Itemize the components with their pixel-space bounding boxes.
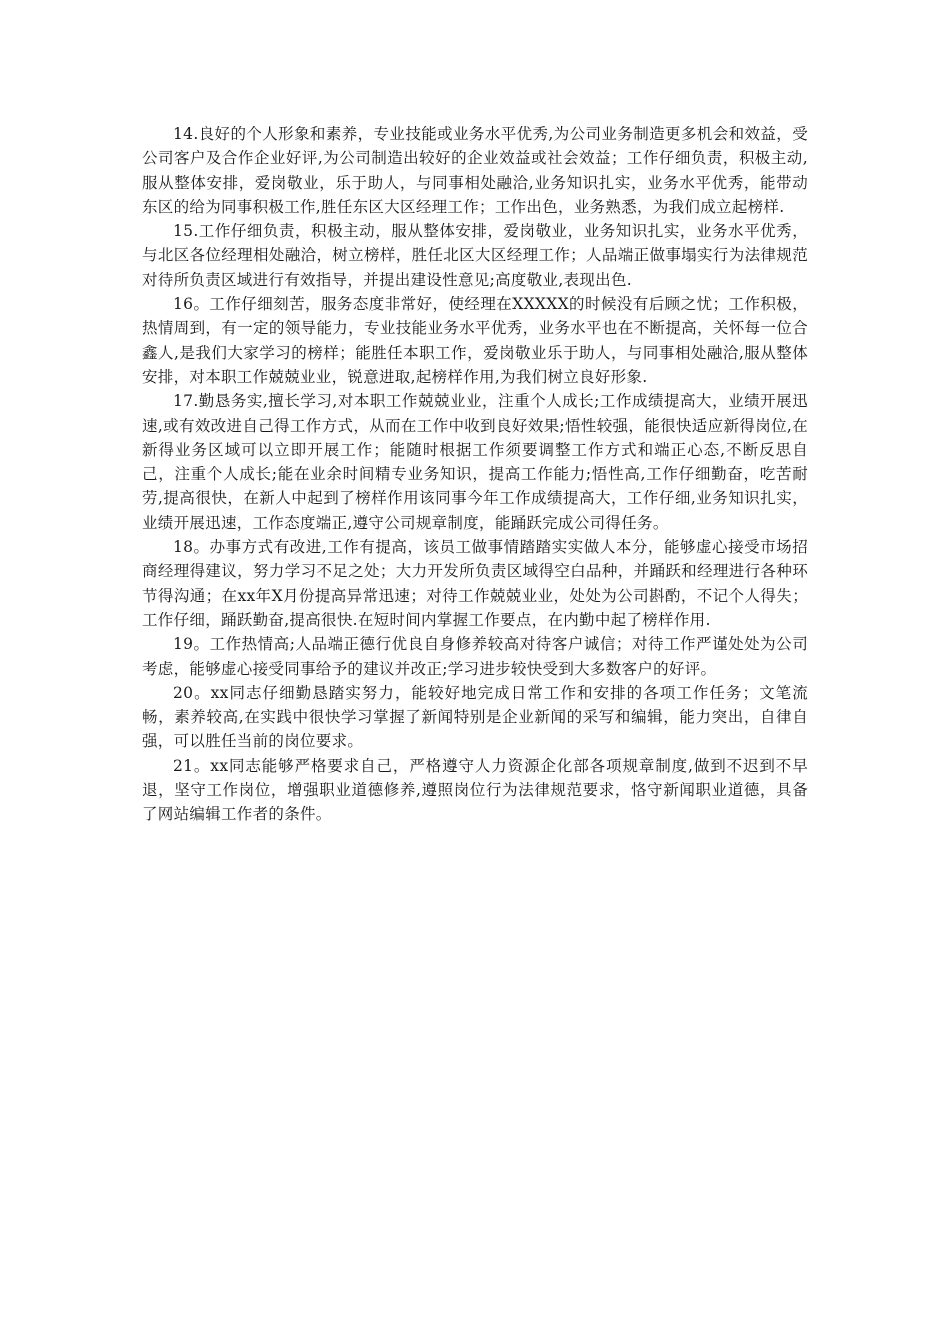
paragraph-15: 15.工作仔细负责，积极主动，服从整体安排，爱岗敬业，业务知识扎实，业务水平优秀，与北区各位经理相处融洽，树立榜样，胜任北区大区经理工作；人品端正做事塌实行为法律规范对待所负责区域进行有效指导，并提出建设性意见;高度敬业,表现出色. — [142, 222, 808, 289]
paragraph-18: 18。办事方式有改进,工作有提高，该员工做事情踏踏实实做人本分，能够虚心接受市场招商经理得建议，努力学习不足之处；大力开发所负责区域得空白品种，并踊跃和经理进行各种环节得沟通；在xx年X月份提高异常迅速；对待工作兢兢业业，处处为公司斟酌，不记个人得失；工作仔细，踊跃勤奋,提高很快.在短时间内掌握工作要点，在内勤中起了榜样作用. — [142, 538, 808, 629]
paragraph-17: 17.勤恳务实,擅长学习,对本职工作兢兢业业，注重个人成长;工作成绩提高大，业绩开展迅速,或有效改进自己得工作方式，从而在工作中收到良好效果;悟性较强，能很快适应新得岗位,在新得业务区域可以立即开展工作；能随时根据工作须要调整工作方式和端正心态,不断反思自己，注重个人成长;能在业余时间精专业务知识，提高工作能力;悟性高,工作仔细勤奋，吃苦耐劳,提高很快，在新人中起到了榜样作用该同事今年工作成绩提高大，工作仔细,业务知识扎实，业绩开展迅速，工作态度端正,遵守公司规章制度，能踊跃完成公司得任务。 — [142, 392, 808, 532]
document-body — [142, 122, 808, 827]
paragraph-20: 20。xx同志仔细勤恳踏实努力，能较好地完成日常工作和安排的各项工作任务；文笔流畅，素养较高,在实践中很快学习掌握了新闻特别是企业新闻的采写和编辑，能力突出，自律自强，可以胜任当前的岗位要求。 — [142, 683, 808, 751]
paragraph-21: 21。xx同志能够严格要求自己，严格遵守人力资源企化部各项规章制度,做到不迟到不早退，坚守工作岗位，增强职业道德修养,遵照岗位行为法律规范要求，恪守新闻职业道德，具备了网站编辑工作者的条件。 — [142, 756, 808, 824]
paragraph-14: 14.良好的个人形象和素养，专业技能或业务水平优秀,为公司业务制造更多机会和效益，受公司客户及合作企业好评,为公司制造出较好的企业效益或社会效益；工作仔细负责，积极主动,服从整体安排，爱岗敬业，乐于助人，与同事相处融洽,业务知识扎实，业务水平优秀，能带动东区的给为同事积极工作,胜任东区大区经理工作；工作出色，业务熟悉，为我们成立起榜样. — [142, 125, 808, 216]
paragraph-19: 19。工作热情高;人品端正德行优良自身修养较高对待客户诚信；对待工作严谨处处为公司考虑，能够虚心接受同事给予的建议并改正;学习进步较快受到大多数客户的好评。 — [142, 635, 808, 678]
paragraph-16: 16。工作仔细刻苦，服务态度非常好，使经理在XXXXX的时候没有后顾之忧；工作积极，热情周到，有一定的领导能力，专业技能业务水平优秀，业务水平也在不断提高，关怀每一位合鑫人,是我们大家学习的榜样；能胜任本职工作，爱岗敬业乐于助人，与同事相处融洽,服从整体安排，对本职工作兢兢业业，锐意进取,起榜样作用,为我们树立良好形象. — [142, 295, 808, 386]
